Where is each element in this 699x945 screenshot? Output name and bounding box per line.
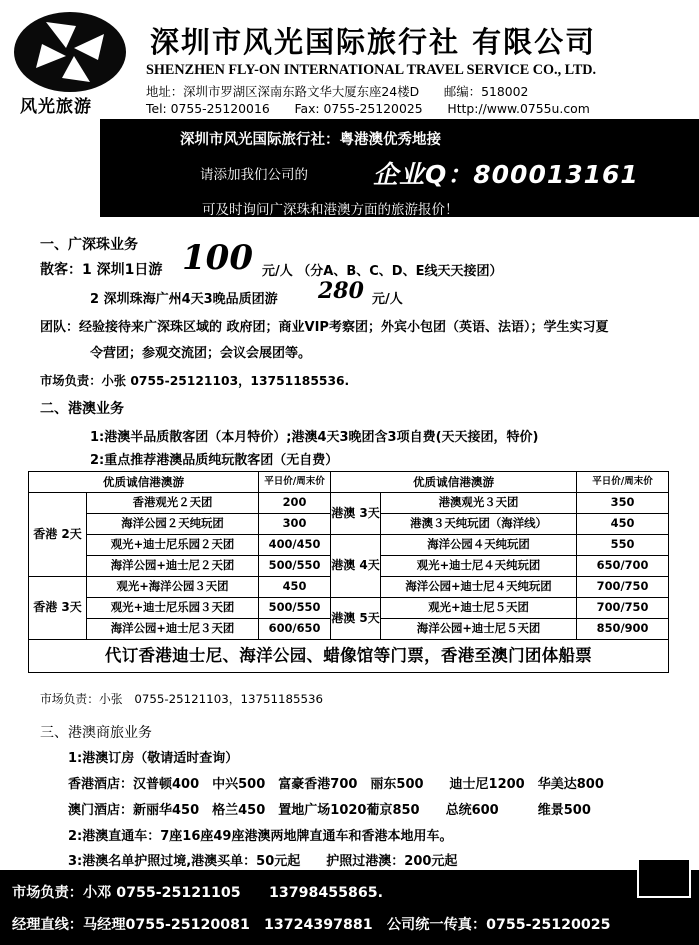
retail-suffix: 元/人 （分A、B、C、D、E线天天接团）: [262, 264, 503, 279]
tour-price: 300: [259, 514, 331, 535]
tour-price-table: [28, 471, 669, 673]
section1-contact: 市场负责：小张 0755-25121103，13751185536.: [40, 374, 350, 388]
tour-name: 香港观光２天团: [87, 493, 259, 514]
tour-price: 450: [259, 577, 331, 598]
group-line-2: 令营团；参观交流团；会议会展团等。: [90, 346, 312, 361]
line2-suffix: 元/人: [372, 292, 403, 307]
table-row: [29, 535, 669, 556]
section2-line-2: 2:重点推荐港澳品质纯玩散客团（无自费）: [90, 453, 339, 468]
region-hk-2days: 香港 2天: [29, 493, 87, 577]
hk-hotels: 香港酒店：汉普顿400 中兴500 富豪香港700 丽东500 迪士尼1200 华美达800: [68, 777, 604, 792]
tour-name: 观光+海洋公园３天团: [87, 577, 259, 598]
footer-line-1: 市场负责：小邓 0755-25121105 13798455865.: [12, 885, 383, 901]
table-row: [29, 598, 669, 619]
tour-name: 海洋公园+迪士尼５天团: [381, 619, 577, 640]
region-hk-3days: 香港 3天: [29, 577, 87, 640]
tour-price: 550: [577, 535, 669, 556]
company-logo: [14, 12, 126, 92]
logo-script-text: 风光旅游: [20, 97, 92, 117]
tour-name: 观光+迪士尼５天团: [381, 598, 577, 619]
contact-line: Tel: 0755-25120016 Fax: 0755-25120025 Http://www.0755u.com: [146, 101, 590, 116]
tour-price: 200: [259, 493, 331, 514]
region-mo-4days: 港澳 4天: [331, 535, 381, 598]
banner-qq-prefix: 请添加我们公司的: [200, 167, 308, 183]
tour-name: 港澳３天纯玩团（海洋线）: [381, 514, 577, 535]
section3-line-3: 3:港澳名单护照过境,港澳买单：50元起 护照过港澳：200元起: [68, 854, 458, 869]
company-name-cn: 深圳市风光国际旅行社 有限公司: [150, 25, 597, 59]
tour-price: 500/550: [259, 598, 331, 619]
tour-name: 观光+迪士尼４天纯玩团: [381, 556, 577, 577]
table-row: [29, 493, 669, 514]
tour-name: 港澳观光３天团: [381, 493, 577, 514]
tour-price: 500/550: [259, 556, 331, 577]
banner-qq-number: 企业Q：800013161: [373, 160, 639, 189]
pinwheel-icon: [14, 12, 126, 92]
line2-prefix: 2 深圳珠海广州4天3晚品质团游: [90, 292, 278, 307]
tour-name: 观光+迪士尼乐园２天团: [87, 535, 259, 556]
section2-heading: 二、港澳业务: [40, 401, 124, 417]
tour-price: 600/650: [259, 619, 331, 640]
table-footer-note: 代订香港迪士尼、海洋公园、蜡像馆等门票，香港至澳门团体船票: [29, 640, 669, 673]
tour-name: 海洋公园+迪士尼２天团: [87, 556, 259, 577]
table-header-row: [29, 472, 669, 493]
mo-hotels: 澳门酒店：新丽华450 格兰450 置地广场1020葡京850 总统600 维景500: [68, 803, 591, 818]
tour-name: 海洋公园２天纯玩团: [87, 514, 259, 535]
tour-name: 海洋公园４天纯玩团: [381, 535, 577, 556]
section2-contact: 市场负责：小张 0755-25121103，13751185536: [40, 692, 324, 706]
section3-line-1: 1:港澳订房（敬请适时查询）: [68, 751, 239, 766]
tour-name: 海洋公园+迪士尼３天团: [87, 619, 259, 640]
tour-price: 650/700: [577, 556, 669, 577]
footer-corner-block: [637, 858, 691, 898]
left-price-header: 平日价/周末价: [259, 472, 331, 493]
retail-price: 100: [182, 238, 253, 278]
tour-price: 700/750: [577, 577, 669, 598]
line2-price: 280: [318, 278, 364, 304]
table-footer-row: [29, 640, 669, 673]
section3-line-2: 2:港澳直通车：7座16座49座港澳两地牌直通车和香港本地用车。: [68, 829, 453, 844]
tour-price: 850/900: [577, 619, 669, 640]
right-price-header: 平日价/周末价: [577, 472, 669, 493]
group-line-1: 团队：经验接待来广深珠区域的 政府团；商业VIP考察团；外宾小包团（英语、法语）；学生实习夏: [40, 320, 609, 335]
region-mo-3days: 港澳 3天: [331, 493, 381, 535]
section3-heading: 三、港澳商旅业务: [40, 725, 152, 741]
company-name-en: SHENZHEN FLY-ON INTERNATIONAL TRAVEL SERVICE CO., LTD.: [146, 62, 597, 78]
tour-name: 观光+迪士尼乐园３天团: [87, 598, 259, 619]
footer-line-2: 经理直线：马经理0755-25120081 13724397881 公司统一传真：0755-25120025: [12, 917, 611, 933]
tour-price: 400/450: [259, 535, 331, 556]
region-mo-5days: 港澳 5天: [331, 598, 381, 640]
left-header: 优质诚信港澳游: [29, 472, 259, 493]
address-line: 地址：深圳市罗湖区深南东路文华大厦东座24楼D 邮编：518002: [146, 84, 529, 99]
retail-label: 散客：1 深圳1日游: [40, 262, 163, 278]
section2-line-1: 1:港澳半品质散客团（本月特价）;港澳4天3晚团含3项自费(天天接团，特价): [90, 430, 539, 445]
section1-heading: 一、广深珠业务: [40, 237, 138, 253]
tour-price: 450: [577, 514, 669, 535]
banner-subtitle: 可及时询问广深珠和港澳方面的旅游报价！: [202, 202, 459, 218]
right-header: 优质诚信港澳游: [331, 472, 577, 493]
banner-title: 深圳市风光国际旅行社：粤港澳优秀地接: [180, 131, 441, 148]
tour-price: 350: [577, 493, 669, 514]
tour-price: 700/750: [577, 598, 669, 619]
tour-name: 海洋公园+迪士尼４天纯玩团: [381, 577, 577, 598]
